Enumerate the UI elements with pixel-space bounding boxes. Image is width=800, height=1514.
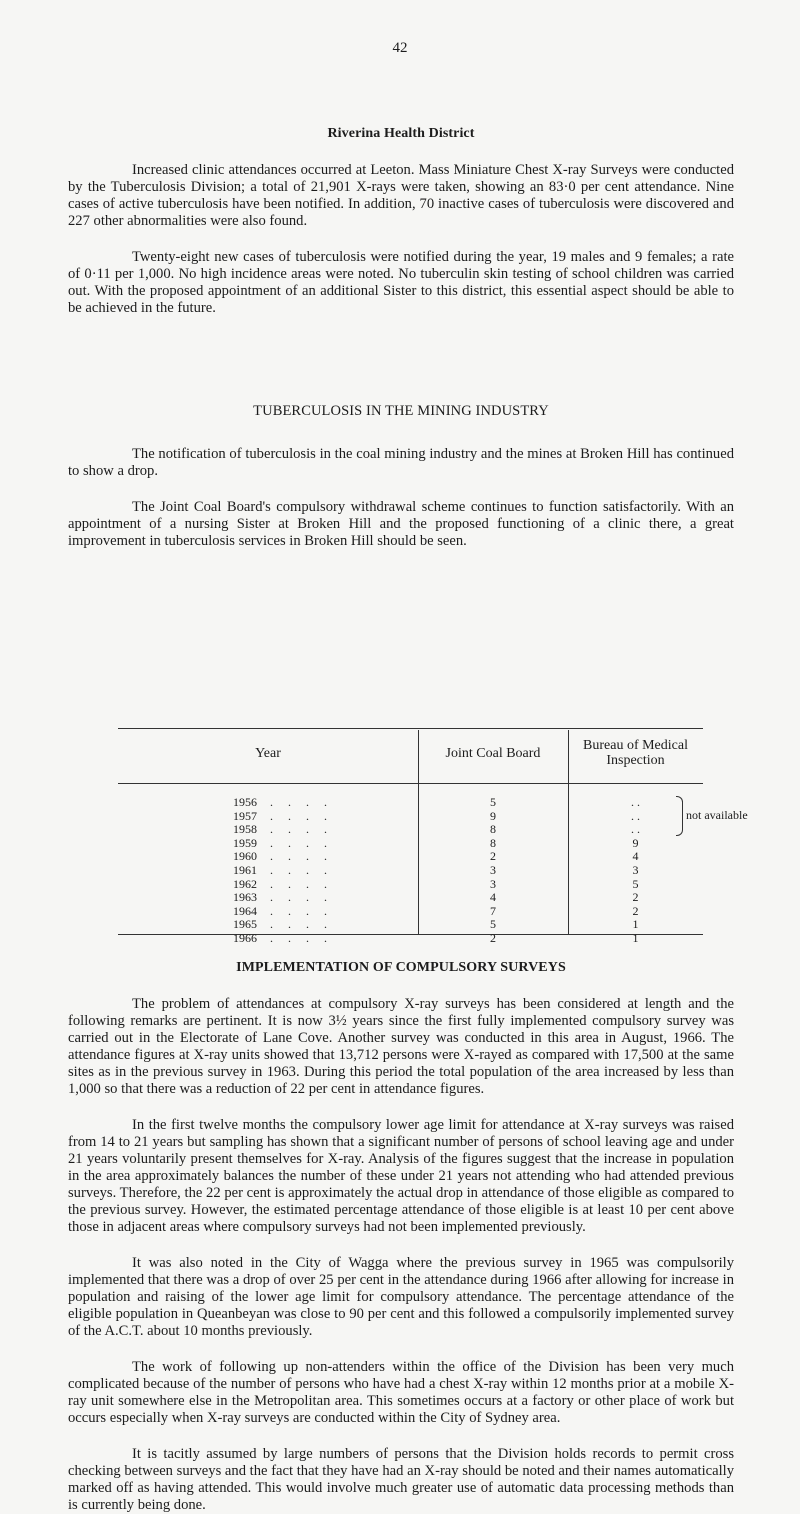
paragraph: The work of following up non-attenders within the office of the Division has been very much complicated because of the number of persons who have had a chest X-ray within 12 months prior at a mobile X-ray unit somewhere else in the Metropolitan area. This sometimes occurs at a factory or other place of work but occurs especially when X-ray surveys are conducted within the City of Sydney area.: [68, 1359, 734, 1426]
bmi-cell: . .: [631, 808, 640, 823]
jcb-cell: 2: [490, 849, 496, 864]
leader-dots: . . . .: [270, 849, 333, 864]
jcb-cell: 5: [490, 917, 496, 932]
bmi-cell: 9: [632, 835, 639, 850]
leader-dots: . . . .: [270, 903, 333, 918]
year-cell: 1964: [233, 903, 257, 918]
year-cell: 1956: [233, 795, 257, 809]
compulsory-surveys-section: [68, 960, 734, 1514]
bmi-cell: 1: [632, 930, 639, 945]
leader-dots: . . . .: [270, 930, 333, 945]
table-row: [118, 890, 703, 904]
page-number: 42: [392, 40, 408, 56]
paragraph: Twenty-eight new cases of tuberculosis were notified during the year, 19 males and 9 females; a rate of 0·11 per 1,000. No high incidence areas were noted. No tuberculin skin testing of school children was carried out. With the proposed appointment of an additional Sister to this district, this essential aspect should be able to be achieved in the future.: [68, 249, 734, 316]
leader-dots: . . . .: [270, 917, 333, 932]
column-header-joint-coal-board: Joint Coal Board: [445, 746, 541, 761]
leader-dots: . . . .: [270, 795, 333, 809]
year-cell: 1966: [233, 930, 257, 945]
paragraph: In the first twelve months the compulsory lower age limit for attendance at X-ray surveys was raised from 14 to 21 years but sampling has shown that a significant number of persons of school leaving age and under 21 years voluntarily present themselves for X-ray. Analysis of the figures suggest that the increase in population in the area approximately balances the number of these under 21 years not attending who had attended previous surveys. Therefore, the 22 per cent is approximately the actual drop in attendance of those eligible as compared to the previous survey. However, the estimated percentage attendance of those eligible is at least 10 per cent above those in adjacent areas where compulsory surveys had not been implemented previously.: [68, 1117, 734, 1235]
year-cell: 1958: [233, 822, 257, 837]
paragraph: It was also noted in the City of Wagga where the previous survey in 1965 was compulsorily implemented that there was a drop of over 25 per cent in the attendance during 1966 after allowing for increase in population and raising of the lower age limit for compulsory attendance. The percentage attendance of the eligible population in Queanbeyan was close to 90 per cent and this followed a compulsorily implemented survey of the A.C.T. about 10 months previously.: [68, 1255, 734, 1339]
bmi-cell: 5: [632, 876, 639, 891]
year-cell: 1957: [233, 808, 257, 823]
year-cell: 1960: [233, 849, 257, 864]
table-row: [118, 822, 703, 836]
table-row: [118, 849, 703, 863]
bmi-cell: . .: [631, 795, 640, 809]
table-row: [118, 877, 703, 891]
jcb-cell: 5: [490, 795, 496, 809]
table-row: [118, 836, 703, 850]
paragraph: It is tacitly assumed by large numbers of persons that the Division holds records to permit cross checking between surveys and the fact that they have had an X-ray should be noted and their names automatically marked off as having attended. This would involve much greater use of automatic data processing methods than is currently being done.: [68, 1446, 734, 1513]
mining-section: [68, 403, 734, 550]
jcb-cell: 3: [490, 876, 496, 891]
bmi-cell: 3: [632, 862, 639, 877]
year-cell: 1965: [233, 917, 257, 932]
paragraph: The Joint Coal Board's compulsory withdrawal scheme continues to function satisfactorily. With an appointment of a nursing Sister at Broken Hill and the proposed functioning of a clinic there, a great improvement in tuberculosis services in Broken Hill should be seen.: [68, 499, 734, 549]
leader-dots: . . . .: [270, 890, 333, 905]
table-row: [118, 795, 703, 809]
year-cell: 1963: [233, 890, 257, 905]
bmi-cell: 4: [632, 849, 639, 864]
table-row: [118, 809, 703, 823]
bmi-cell: 2: [632, 903, 639, 918]
column-header-year: Year: [255, 746, 281, 761]
table-rule: [118, 783, 703, 784]
paragraph: The problem of attendances at compulsory X-ray surveys has been considered at length and the following remarks are pertinent. It is now 3½ years since the first fully implemented compulsory survey was carried out in the Electorate of Lane Cove. Another survey was conducted in this area in August, 1966. The attendance figures at X-ray units showed that 13,712 persons were X-rayed as compared with 17,500 at the same sites as in the previous survey in 1963. During this period the total population of the area increased by less than 1,000 so that there was a reduction of 22 per cent in attendance figures.: [68, 996, 734, 1097]
table-row: [118, 863, 703, 877]
year-cell: 1961: [233, 862, 257, 877]
jcb-cell: 9: [490, 808, 496, 823]
table-row: [118, 931, 703, 945]
jcb-cell: 4: [490, 890, 496, 905]
leader-dots: . . . .: [270, 808, 333, 823]
jcb-cell: 7: [490, 903, 496, 918]
leader-dots: . . . .: [270, 822, 333, 837]
leader-dots: . . . .: [270, 835, 333, 850]
leader-dots: . . . .: [270, 862, 333, 877]
bmi-cell: 1: [632, 917, 639, 932]
paragraph: The notification of tuberculosis in the coal mining industry and the mines at Broken Hill has continued to show a drop.: [68, 446, 734, 479]
jcb-cell: 8: [490, 822, 496, 837]
table-rule: [118, 728, 703, 729]
paragraph: Increased clinic attendances occurred at Leeton. Mass Miniature Chest X-ray Surveys were conducted by the Tuberculosis Division; a total of 21,901 X-rays were taken, showing an 83·0 per cent attendance. Nine cases of active tuberculosis have been notified. In addition, 70 inactive cases of tuberculosis were discovered and 227 other abnormalities were also found.: [68, 162, 734, 229]
section-heading: Riverina Health District: [327, 126, 475, 141]
jcb-cell: 2: [490, 930, 496, 945]
table-row: [118, 917, 703, 931]
bmi-cell: 2: [632, 890, 639, 905]
column-header-bureau-medical-inspection: Bureau of Medical Inspection: [583, 738, 688, 768]
not-available-note: not available: [686, 808, 748, 822]
year-cell: 1959: [233, 835, 257, 850]
section-heading: TUBERCULOSIS IN THE MINING INDUSTRY: [253, 403, 549, 419]
table-body: [118, 795, 703, 945]
brace-icon: [676, 796, 683, 836]
leader-dots: . . . .: [270, 876, 333, 891]
section-heading: IMPLEMENTATION OF COMPULSORY SURVEYS: [236, 960, 566, 975]
year-cell: 1962: [233, 876, 257, 891]
riverina-section: [68, 126, 734, 317]
jcb-cell: 8: [490, 835, 496, 850]
jcb-cell: 3: [490, 862, 496, 877]
bmi-cell: . .: [631, 822, 640, 837]
table-row: [118, 904, 703, 918]
notifications-table: [118, 728, 748, 945]
